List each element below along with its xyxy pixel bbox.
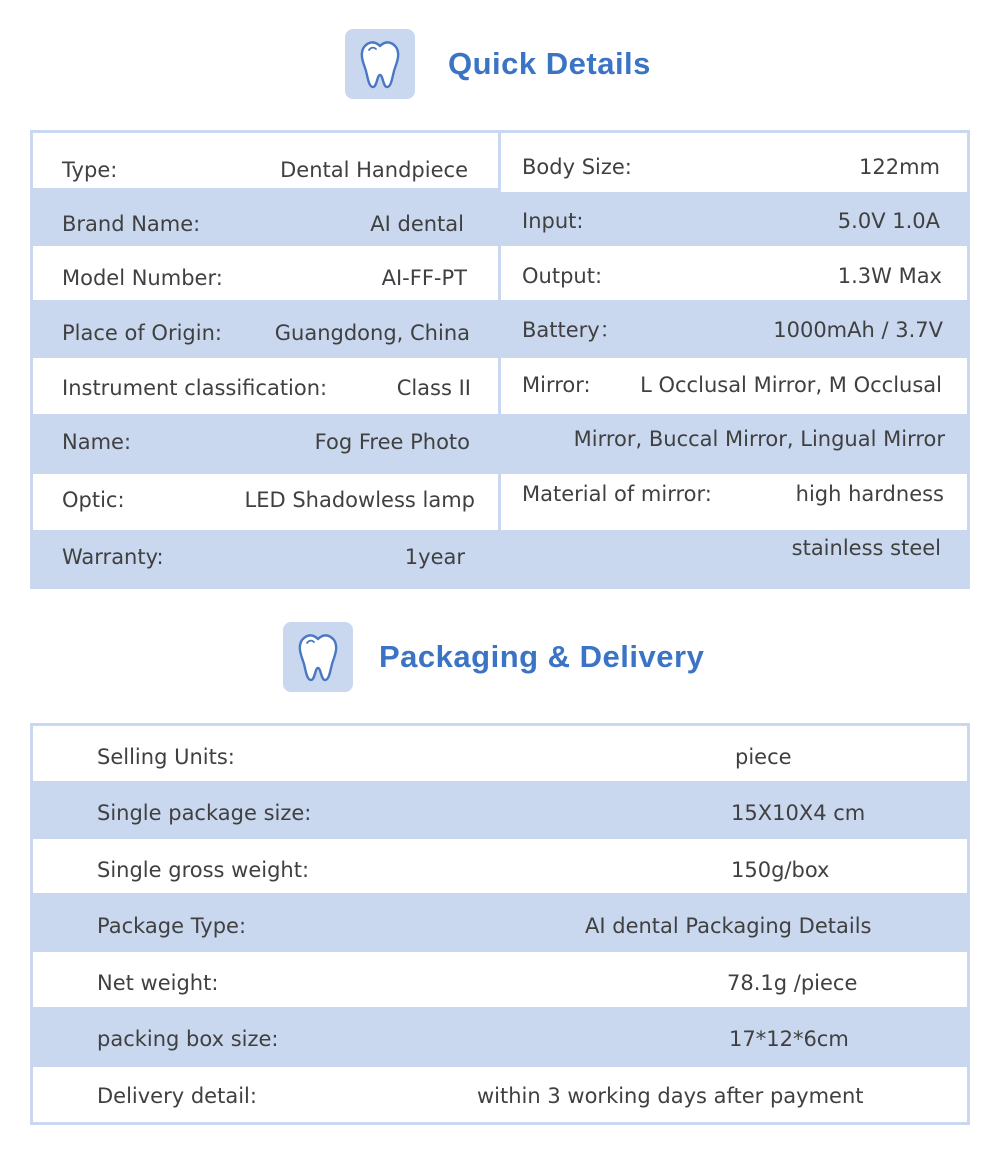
- spec-label: Mirror:: [522, 373, 591, 397]
- spec-label: Material of mirror:: [522, 482, 712, 506]
- packaging-value: 150g/box: [731, 858, 830, 882]
- spec-value: 5.0V 1.0A: [837, 209, 940, 233]
- spec-label: Instrument classification:: [62, 376, 328, 400]
- packaging-value: 17*12*6cm: [729, 1027, 849, 1051]
- spec-value: Fog Free Photo: [314, 430, 470, 454]
- spec-value: 1.3W Max: [837, 264, 942, 288]
- packaging-label: Delivery detail:: [97, 1084, 257, 1108]
- spec-label: Name:: [62, 430, 132, 454]
- spec-value: Mirror, Buccal Mirror, Lingual Mirror: [573, 427, 945, 451]
- packaging-value: 78.1g /piece: [727, 971, 858, 995]
- spec-label: Type:: [62, 158, 118, 182]
- spec-value: high hardness: [795, 482, 944, 506]
- packaging-value: piece: [735, 745, 792, 769]
- packaging-label: packing box size:: [97, 1027, 279, 1051]
- spec-value: Dental Handpiece: [280, 158, 468, 182]
- column-divider: [498, 131, 501, 589]
- spec-label: Body Size:: [522, 155, 632, 179]
- spec-value: L Occlusal Mirror, M Occlusal: [640, 373, 942, 397]
- packaging-label: Single gross weight:: [97, 858, 310, 882]
- spec-value: Class II: [396, 376, 471, 400]
- tooth-icon: [283, 622, 353, 692]
- spec-label: Model Number:: [62, 266, 223, 290]
- spec-label: Place of Origin:: [62, 321, 222, 345]
- packaging-value: AI dental Packaging Details: [585, 914, 872, 938]
- packaging-label: Package Type:: [97, 914, 247, 938]
- spec-value: LED Shadowless lamp: [244, 488, 475, 512]
- packaging-heading: [283, 622, 704, 692]
- spec-label: Warranty:: [62, 545, 164, 569]
- tooth-icon: [345, 29, 415, 99]
- quick-details-heading: [345, 29, 651, 99]
- packaging-label: Net weight:: [97, 971, 219, 995]
- spec-value: AI-FF-PT: [381, 266, 467, 290]
- spec-value: 1000mAh / 3.7V: [773, 318, 943, 342]
- packaging-value: within 3 working days after payment: [477, 1084, 864, 1108]
- spec-value: 1year: [404, 545, 465, 569]
- spec-value: AI dental: [370, 212, 464, 236]
- section-title: Quick Details: [448, 46, 651, 81]
- spec-label: Brand Name:: [62, 212, 201, 236]
- spec-label: Optic:: [62, 488, 125, 512]
- section-title: Packaging & Delivery: [379, 639, 705, 674]
- spec-value: 122mm: [859, 155, 940, 179]
- packaging-label: Selling Units:: [97, 745, 235, 769]
- spec-label: Output:: [522, 264, 603, 288]
- packaging-label: Single package size:: [97, 801, 312, 825]
- spec-value: stainless steel: [791, 536, 941, 560]
- spec-value: Guangdong, China: [274, 321, 470, 345]
- spec-label: Input:: [522, 209, 584, 233]
- packaging-value: 15X10X4 cm: [731, 801, 866, 825]
- spec-label: Battery：: [522, 318, 621, 342]
